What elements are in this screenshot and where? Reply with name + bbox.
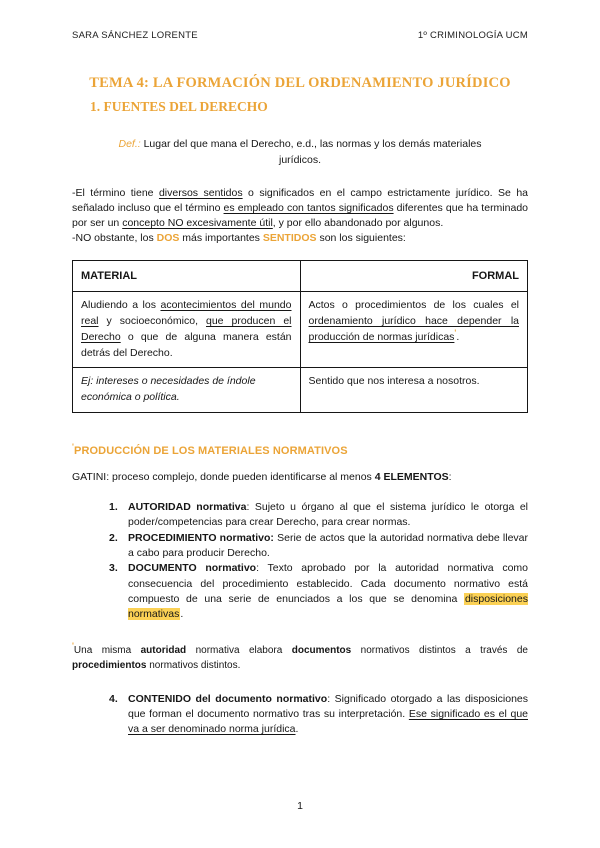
highlighted-phrase: disposiciones normativas — [128, 593, 528, 621]
text-run: -NO obstante, los — [72, 232, 157, 245]
text-run: Serie de actos que la autoridad normativa debe llevar a cabo para producir Derecho. — [128, 531, 528, 560]
text-run: más importantes — [179, 232, 263, 245]
paragraph-gatini — [72, 470, 528, 485]
cell-material-definition — [73, 292, 301, 368]
text-run: : Significado otorgado a las disposiciones que forman el documento normativo tras su interpretación. — [128, 692, 529, 721]
text-run: o que de alguna manera están detrás del Derecho. — [81, 330, 292, 359]
section-title-produccion — [72, 442, 528, 457]
intro-paragraphs — [72, 186, 528, 247]
text-run: -El término tiene — [72, 186, 159, 199]
cell-formal-definition — [300, 292, 528, 368]
section-title-fuentes: 1. FUENTES DEL DERECHO — [90, 99, 268, 114]
list-item-contenido — [109, 692, 528, 738]
page-header — [72, 30, 528, 41]
paragraph-sentidos — [72, 231, 528, 246]
list-item-documento — [109, 561, 528, 622]
underlined-phrase: Ese significado es el que va a ser denominado norma jurídica — [128, 708, 528, 736]
element-term: DOCUMENTO normativo — [128, 562, 257, 575]
footnote-marker: ' — [72, 442, 75, 452]
element-term: AUTORIDAD normativa — [128, 501, 247, 514]
accent-word: SENTIDOS — [262, 232, 317, 245]
header-course: 1º CRIMINOLOGÍA UCM — [417, 30, 528, 41]
page-title: TEMA 4: LA FORMACIÓN DEL ORDENAMIENTO JURÍDICO — [89, 75, 511, 91]
section-heading-text: PRODUCCIÓN DE LOS MATERIALES NORMATIVOS — [74, 444, 348, 457]
text-run: normativos distintos. — [146, 659, 241, 671]
bold-word: autoridad — [140, 644, 187, 656]
underlined-phrase: diversos sentidos — [158, 186, 243, 199]
text-run: : Sujeto u órgano al que el sistema jurídico le otorga el poder/competencias para crear Derecho, para crear normas. — [128, 501, 529, 529]
bold-word: procedimientos — [72, 659, 147, 671]
text-run: diferentes que ha terminado por ser un — [72, 201, 528, 230]
element-term: PROCEDIMIENTO normativo: — [128, 531, 274, 544]
elements-list — [109, 500, 528, 623]
list-number: 2. — [109, 531, 118, 544]
definition-text: Lugar del que mana el Derecho, e.d., las normas y los demás materiales jurídicos. — [140, 138, 482, 166]
table-row — [73, 292, 528, 368]
bold-phrase: 4 ELEMENTOS — [374, 470, 449, 483]
footnote-marker: ' — [454, 328, 457, 338]
text-run: y socioeconómico, — [98, 315, 206, 328]
footnote-marker: ' — [72, 641, 74, 651]
underlined-phrase: ordenamiento jurídico hace depender la producción de normas jurídicas — [308, 315, 519, 343]
list-item-procedimiento — [109, 531, 528, 562]
accent-word: DOS — [156, 232, 180, 245]
table-header-row — [73, 260, 528, 292]
header-author: SARA SÁNCHEZ LORENTE — [72, 30, 198, 41]
text-run: Aludiendo a los — [81, 299, 161, 312]
text-run: Una misma — [73, 644, 141, 656]
text-run: : — [448, 470, 452, 483]
table-header-material: MATERIAL — [73, 260, 301, 292]
sentidos-table — [72, 260, 528, 413]
table-row — [73, 368, 528, 413]
text-run: . — [295, 723, 299, 736]
page-number: 1 — [297, 800, 303, 812]
text-run: Actos o procedimientos de los cuales el — [308, 299, 519, 312]
text-run: : Texto aprobado por la autoridad normativa como consecuencia del procedimiento establecido. Cada documento normativo está compuesto de una serie de enunciados a los que se denomina — [128, 562, 528, 606]
list-number: 1. — [109, 501, 118, 514]
underlined-phrase: acontecimientos del mundo real — [81, 299, 292, 328]
bold-word: documentos — [291, 644, 352, 656]
list-number: 3. — [109, 562, 118, 575]
underlined-phrase: concepto NO excesivamente útil — [122, 217, 273, 230]
definition-paragraph — [115, 137, 485, 169]
paragraph-termino — [72, 186, 528, 232]
definition-label: Def.: — [118, 138, 141, 150]
footnote-autoridad — [72, 643, 528, 673]
text-run: GATINI: proceso complejo, donde pueden identificarse al menos — [72, 470, 375, 483]
underlined-phrase: que producen el Derecho — [81, 315, 292, 343]
text-run: normativos distintos a través de — [351, 644, 528, 656]
cell-formal-note: Sentido que nos interesa a nosotros. — [300, 368, 528, 413]
text-run: son los siguientes: — [316, 232, 406, 245]
text-run: normativa elabora — [186, 644, 292, 656]
cell-material-example: Ej: intereses o necesidades de índole económica o política. — [73, 368, 301, 413]
list-number: 4. — [109, 692, 118, 705]
text-run: . — [456, 330, 460, 343]
elements-list-continued — [109, 692, 528, 738]
table-header-formal: FORMAL — [300, 260, 528, 292]
list-item-autoridad — [109, 500, 528, 531]
text-run: o significados en el campo estrictamente jurídico. Se ha señalado incluso que el término — [72, 186, 528, 214]
text-run: , y por ello abandonado por algunos. — [272, 217, 444, 230]
underlined-phrase: es empleado con tantos significados — [223, 201, 394, 214]
text-run: . — [180, 608, 184, 621]
element-term: CONTENIDO del documento normativo — [128, 692, 328, 705]
